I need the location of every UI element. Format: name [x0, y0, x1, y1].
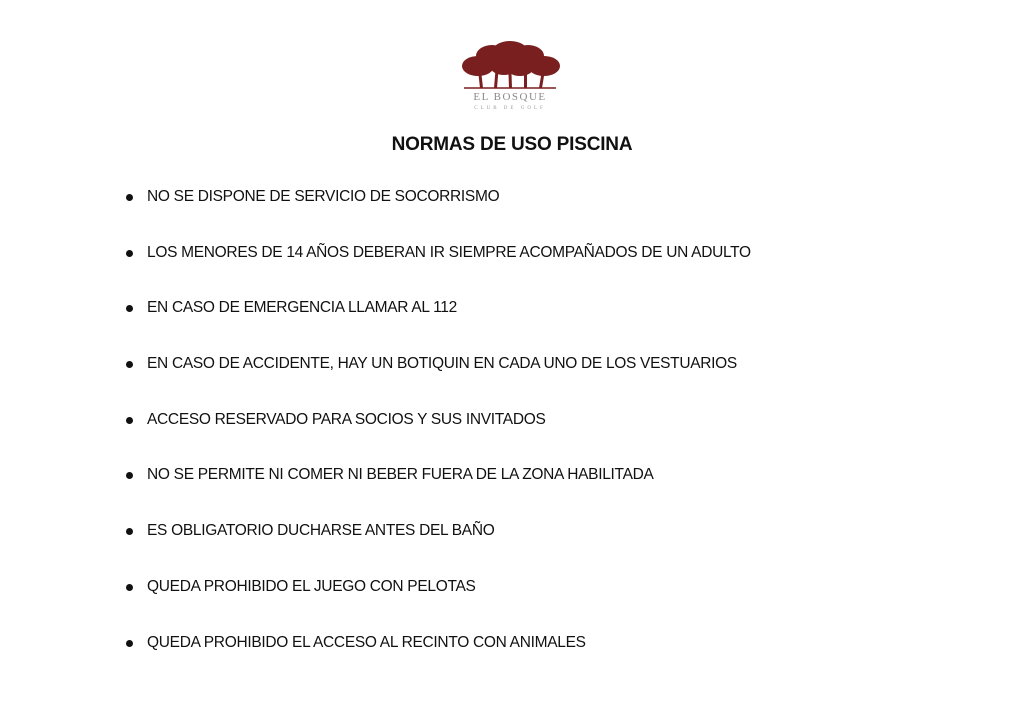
- bullet-icon: [126, 305, 133, 312]
- bullet-icon: [126, 250, 133, 257]
- logo-name: EL BOSQUE: [473, 91, 547, 103]
- bullet-icon: [126, 584, 133, 591]
- logo-subtitle: CLUB DE GOLF: [474, 106, 546, 111]
- rule-text: LOS MENORES DE 14 AÑOS DEBERAN IR SIEMPRE ACOMPAÑADOS DE UN ADULTO: [147, 243, 751, 261]
- rule-text: EN CASO DE EMERGENCIA LLAMAR AL 112: [147, 299, 457, 317]
- bullet-icon: [126, 361, 133, 368]
- rule-text: NO SE DISPONE DE SERVICIO DE SOCORRISMO: [147, 188, 500, 205]
- bullet-icon: [126, 640, 133, 647]
- el-bosque-logo: [458, 40, 562, 112]
- bullet-icon: [126, 417, 133, 424]
- tree-logo-icon: [458, 40, 562, 112]
- bullet-icon: [126, 528, 133, 535]
- rule-text: EN CASO DE ACCIDENTE, HAY UN BOTIQUIN EN CADA UNO DE LOS VESTUARIOS: [147, 355, 737, 373]
- rule-text: QUEDA PROHIBIDO EL JUEGO CON PELOTAS: [147, 577, 476, 595]
- rule-text: ACCESO RESERVADO PARA SOCIOS Y SUS INVITADOS: [147, 410, 546, 428]
- page-title: NORMAS DE USO PISCINA: [391, 134, 633, 155]
- rule-text: ES OBLIGATORIO DUCHARSE ANTES DEL BAÑO: [147, 522, 495, 540]
- rule-text: QUEDA PROHIBIDO EL ACCESO AL RECINTO CON ANIMALES: [147, 633, 586, 651]
- bullet-icon: [126, 194, 133, 201]
- rule-text: NO SE PERMITE NI COMER NI BEBER FUERA DE LA ZONA HABILITADA: [147, 466, 654, 484]
- bullet-icon: [126, 472, 133, 479]
